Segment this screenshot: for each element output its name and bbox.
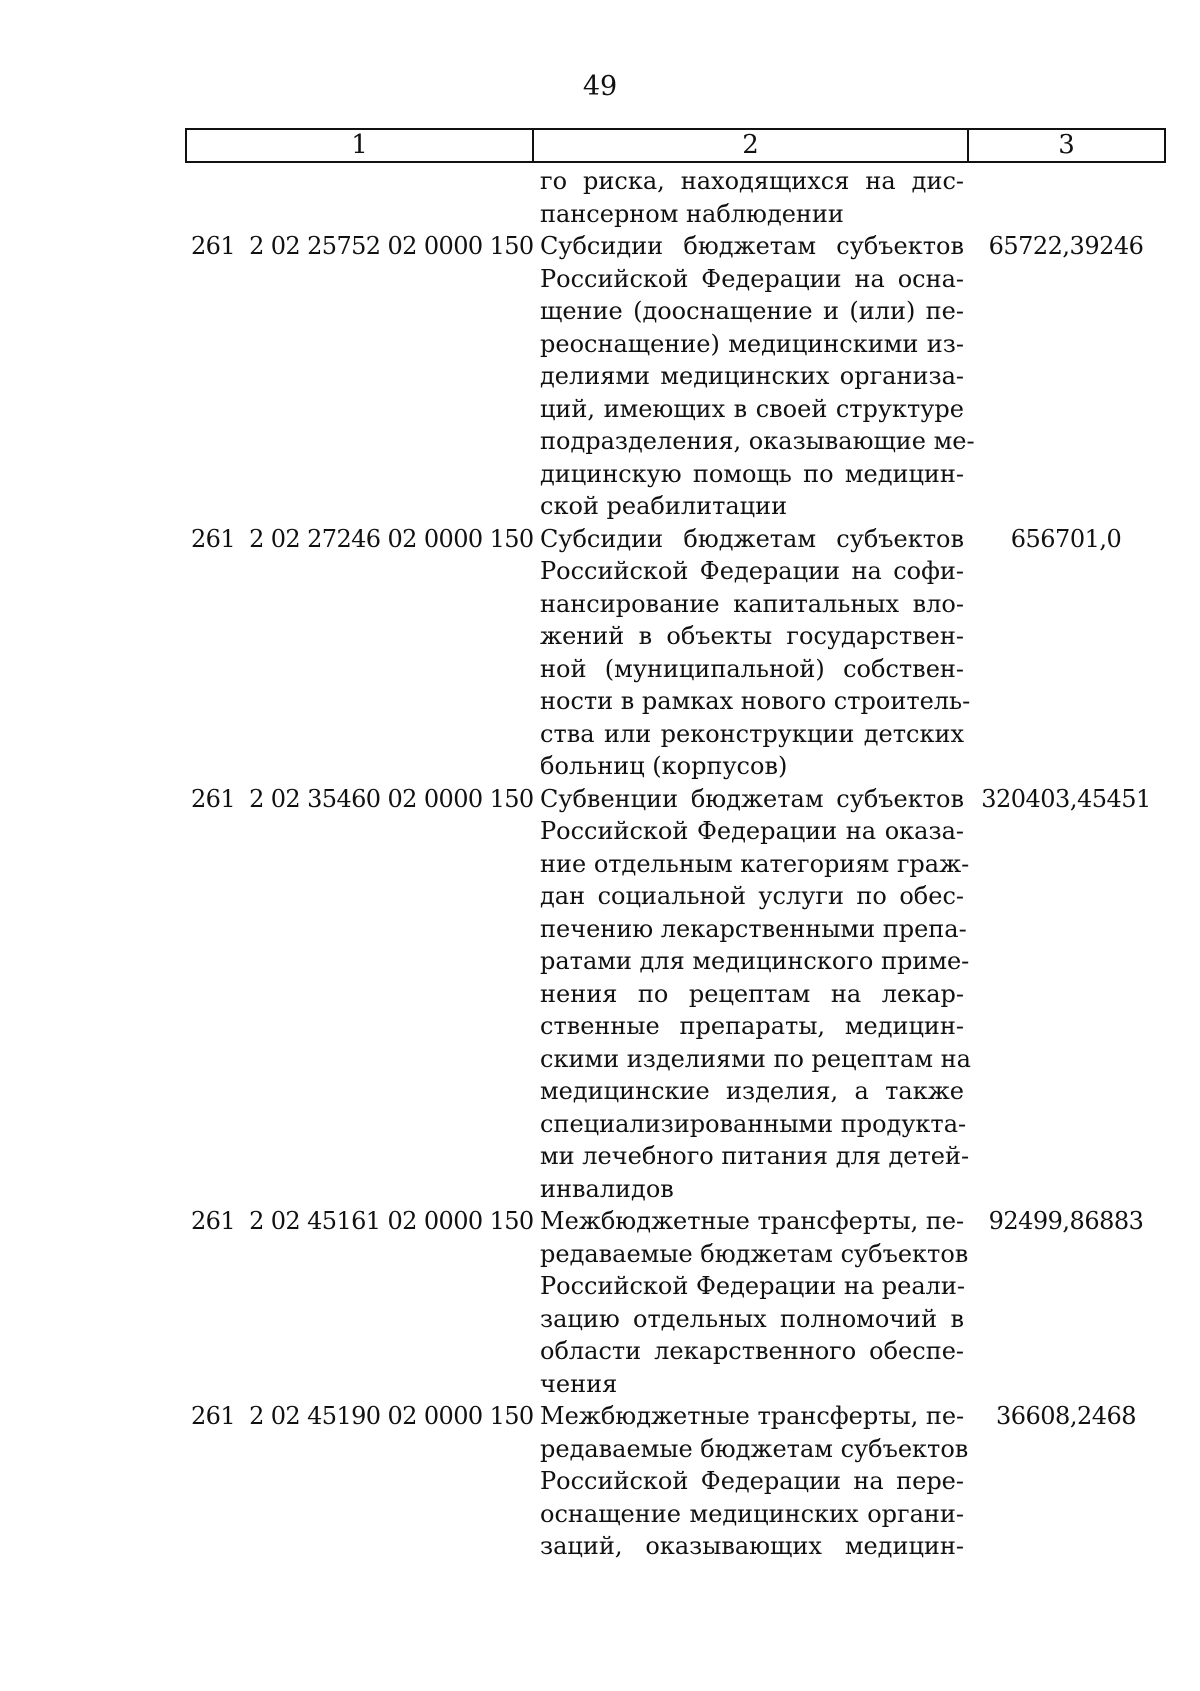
description-line: реоснащение) медицинскими из- <box>540 329 964 358</box>
description-line: оснащение медицинских органи- <box>540 1499 964 1528</box>
amount: 92499,86883 <box>988 1207 1144 1235</box>
description-line: ций, имеющих в своей структуре <box>540 394 964 423</box>
description-line: нансирование капитальных вло- <box>540 589 964 618</box>
description-line: ратами для медицинского приме- <box>540 947 970 975</box>
description-line: медицинские изделия, а также <box>540 1077 964 1105</box>
description <box>530 523 971 783</box>
description <box>530 165 966 230</box>
description-line: ства или реконструкции детских <box>540 719 964 748</box>
description-line: ности в рамках нового строитель- <box>540 687 971 715</box>
description-line: ми лечебного питания для детей- <box>540 1142 970 1170</box>
description <box>530 783 971 1206</box>
header-col-3: 3 <box>1058 130 1075 160</box>
description-line: Субсидии бюджетам субъектов <box>540 232 964 260</box>
description-line: жений в объекты государствен- <box>540 622 964 650</box>
description-line: зацию отдельных полномочий в <box>540 1304 964 1333</box>
budget-code: 261 2 02 25752 02 0000 150 <box>191 232 534 260</box>
description-line: Российской Федерации на реали- <box>540 1272 965 1300</box>
amount <box>966 165 1166 230</box>
table-row <box>185 230 1166 523</box>
description-line: щение (дооснащение и (или) пе- <box>540 297 964 325</box>
description-line: Российской Федерации на софи- <box>540 557 964 585</box>
description-line: нения по рецептам на лекар- <box>540 979 964 1008</box>
page-number: 49 <box>582 71 618 102</box>
header-col-1: 1 <box>187 130 534 161</box>
description-line: заций, оказывающих медицин- <box>540 1532 964 1560</box>
amount: 36608,2468 <box>995 1402 1137 1430</box>
description-line: редаваемые бюджетам субъектов <box>540 1239 969 1268</box>
budget-code: 261 2 02 45190 02 0000 150 <box>191 1402 534 1430</box>
description <box>530 230 975 523</box>
description-line: делиями медицинских организа- <box>540 362 964 390</box>
description-line: специализированными продукта- <box>540 1109 967 1138</box>
description-line: редаваемые бюджетам субъектов <box>540 1434 969 1463</box>
budget-code: 261 2 02 35460 02 0000 150 <box>191 784 534 813</box>
description-line: области лекарственного обеспе- <box>540 1337 964 1365</box>
description-line: инвалидов <box>540 1174 674 1203</box>
table-header <box>185 128 1166 163</box>
description-line: скими изделиями по рецептам на <box>540 1044 971 1073</box>
description-line: Межбюджетные трансферты, пе- <box>540 1207 965 1235</box>
header-col-2: 2 <box>534 130 969 161</box>
description-line: Межбюджетные трансферты, пе- <box>540 1402 965 1430</box>
description-line: ной (муниципальной) собствен- <box>540 654 964 683</box>
description-line: ние отдельным категориям граж- <box>540 849 970 878</box>
description <box>530 1205 969 1400</box>
table-row <box>185 1400 1166 1563</box>
description-line: Субсидии бюджетам субъектов <box>540 524 964 553</box>
description-line: пансерном наблюдении <box>540 199 844 228</box>
description-line: чения <box>540 1369 618 1398</box>
description-line: Российской Федерации на оказа- <box>540 817 964 845</box>
description-line: Российской Федерации на пере- <box>540 1467 964 1495</box>
description-line: больниц (корпусов) <box>540 752 788 780</box>
table-row <box>185 1205 1166 1400</box>
amount: 320403,45451 <box>981 784 1151 813</box>
description-line: дицинскую помощь по медицин- <box>540 459 964 488</box>
table-body <box>185 165 1166 1563</box>
table-row <box>185 783 1166 1206</box>
table-row <box>185 523 1166 783</box>
description-line: го риска, находящихся на дис- <box>540 167 964 195</box>
description-line: ственные препараты, медицин- <box>540 1012 964 1040</box>
description-line: дан социальной услуги по обес- <box>540 882 964 910</box>
amount: 65722,39246 <box>988 232 1144 260</box>
description-line: печению лекарственными препа- <box>540 914 967 943</box>
description-line: ской реабилитации <box>540 492 788 520</box>
description-line: Российской Федерации на осна- <box>540 264 964 293</box>
description-line: Субвенции бюджетам субъектов <box>540 784 964 813</box>
budget-code: 261 2 02 27246 02 0000 150 <box>191 524 534 553</box>
amount: 656701,0 <box>1010 524 1122 553</box>
description <box>530 1400 969 1563</box>
budget-code: 261 2 02 45161 02 0000 150 <box>191 1207 534 1235</box>
budget-code <box>185 165 530 230</box>
table-row <box>185 165 1166 230</box>
description-line: подразделения, оказывающие ме- <box>540 427 975 455</box>
